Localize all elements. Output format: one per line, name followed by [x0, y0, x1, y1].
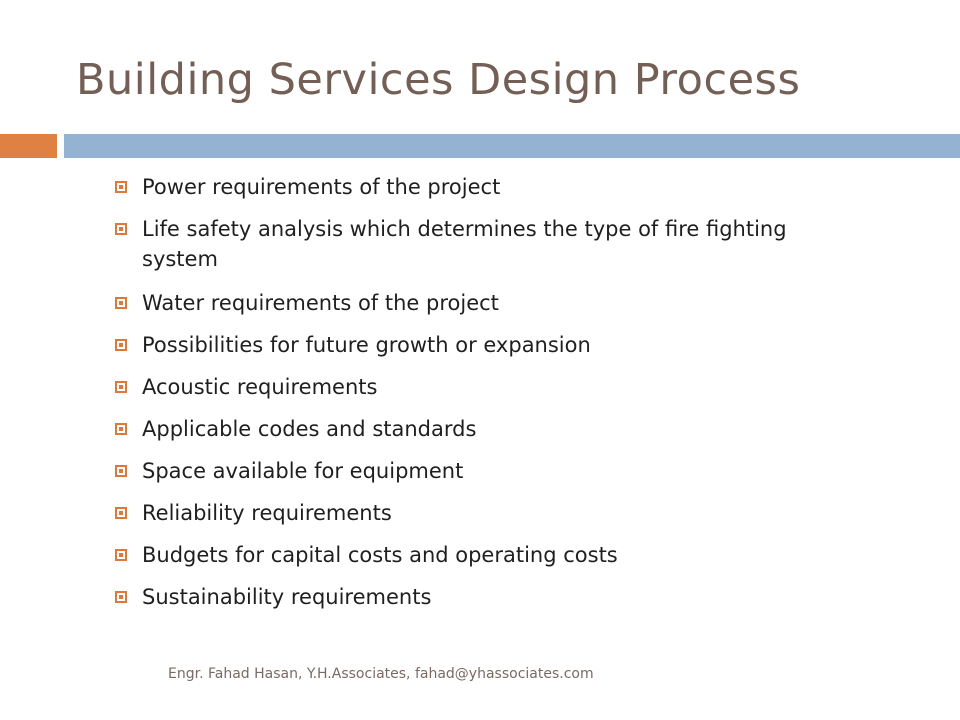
bullet-item: [115, 456, 815, 486]
bullet-list: [115, 172, 815, 624]
bullet-text: Possibilities for future growth or expansion: [142, 333, 591, 357]
bullet-item: [115, 288, 815, 318]
slide-footer: Engr. Fahad Hasan, Y.H.Associates, fahad@yhassociates.com: [168, 666, 594, 682]
bullet-text: Acoustic requirements: [142, 375, 378, 399]
bullet-text: Life safety analysis which determines the type of fire fighting system: [142, 217, 787, 271]
bullet-item: [115, 414, 815, 444]
square-bullet-icon: [115, 339, 127, 351]
square-bullet-icon: [115, 381, 127, 393]
bullet-item: [115, 330, 815, 360]
square-bullet-icon: [115, 507, 127, 519]
bullet-text: Sustainability requirements: [142, 585, 432, 609]
bullet-text: Water requirements of the project: [142, 291, 499, 315]
bullet-text: Space available for equipment: [142, 459, 464, 483]
square-bullet-icon: [115, 223, 127, 235]
accent-bar-orange: [0, 134, 57, 158]
accent-bar-blue: [64, 134, 960, 158]
bullet-item: [115, 540, 815, 570]
bullet-text: Applicable codes and standards: [142, 417, 477, 441]
slide-title: Building Services Design Process: [76, 55, 801, 105]
bullet-item: [115, 498, 815, 528]
square-bullet-icon: [115, 591, 127, 603]
bullet-text: Reliability requirements: [142, 501, 392, 525]
bullet-text: Power requirements of the project: [142, 175, 501, 199]
square-bullet-icon: [115, 423, 127, 435]
square-bullet-icon: [115, 297, 127, 309]
bullet-item: [115, 214, 815, 274]
bullet-item: [115, 372, 815, 402]
square-bullet-icon: [115, 549, 127, 561]
bullet-item: [115, 582, 815, 612]
bullet-text: Budgets for capital costs and operating costs: [142, 543, 618, 567]
bullet-item: [115, 172, 815, 202]
square-bullet-icon: [115, 465, 127, 477]
square-bullet-icon: [115, 181, 127, 193]
